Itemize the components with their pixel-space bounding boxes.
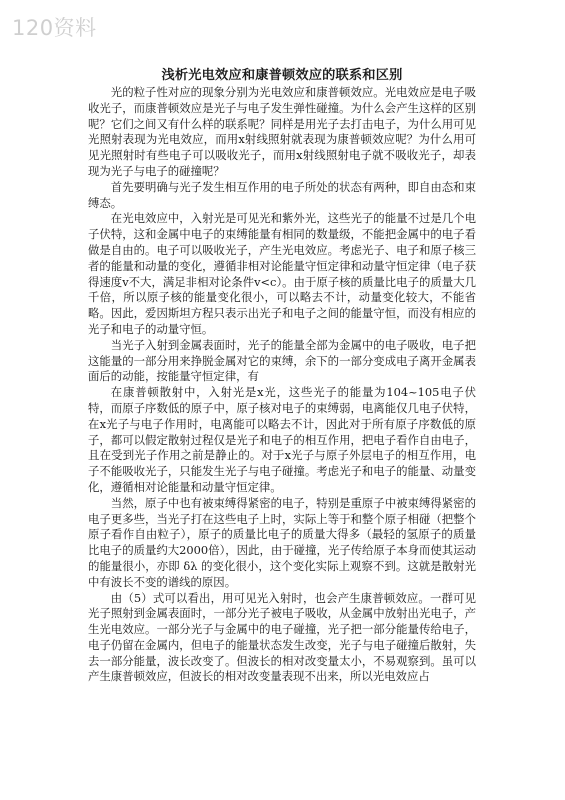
document-title: 浅析光电效应和康普顿效应的联系和区别 xyxy=(161,68,403,83)
document-page xyxy=(88,68,476,685)
paragraph: 由（5）式可以看出，用可见光入射时，也会产生康普顿效应。一群可见光子照射到金属表面时，一部分光子被电子吸收，从金属中放射出光电子，产生光电效应。一部分光子与金属中的电子碰撞，光子把一部分能量传给电子，电子仍留在金属内，但电子的能量状态发生改变，光子与电子碰撞后散射，失去一部分能量，波长改变了。但波长的相对改变量太小，不易观察到。虽可以产生康普顿效应，但波长的相对改变量表现不出来，所以光电效应占 xyxy=(88,590,476,684)
paragraph: 在光电效应中，入射光是可见光和紫外光，这些光子的能量不过是几个电子伏特，这和金属中电子的束缚能量有相同的数量级，不能把金属中的电子看做是自由的。电子可以吸收光子，产生光电效应。考虑光子、电子和原子核三者的能量和动量的变化，遵循非相对论能量守恒定律和动量守恒定律（电子获得速度v不大，满足非相对论条件v<c）。由于原子核的质量比电子的质量大几千倍，所以原子核的能量变化很小，可以略去不计，动量变化较大，不能省略。因此，爱因斯坦方程只表示出光子和电子之间的能量守恒，而没有相应的光子和电子的动量守恒。 xyxy=(88,211,476,336)
paragraph: 当光子入射到金属表面时，光子的能量全部为金属中的电子吸收，电子把这能量的一部分用来挣脱金属对它的束缚，余下的一部分变成电子离开金属表面后的动能，按能量守恒定律，有 xyxy=(88,337,476,384)
paragraph: 首先要明确与光子发生相互作用的电子所处的状态有两种，即自由态和束缚态。 xyxy=(88,179,476,210)
paragraph: 当然，原子中也有被束缚得紧密的电子，特别是重原子中被束缚得紧密的电子更多些，当光子打在这些电子上时，实际上等于和整个原子相碰（把整个原子看作自由粒子），原子的质量比电子的质量大得多（最轻的氢原子的质量比电子的质量约大2000倍），因此，由于碰撞，光子传给原子本身而使其运动的能量很小，亦即 δλ 的变化很小，这个变化实际上观察不到。这就是散射光中有波长不变的谱线的原因。 xyxy=(88,495,476,589)
watermark-logo: 120资料 xyxy=(12,16,97,40)
paragraph: 在康普顿散射中，入射光是x光，这些光子的能量为104~105电子伏特，而原子序数低的原子中，原子核对电子的束缚弱，电离能仅几电子伏特，在x光子与电子作用时，电离能可以略去不计，因此对于所有原子序数低的原子，都可以假定散射过程仅是光子和电子的相互作用，把电子看作自由电子，且在受到光子作用之前是静止的。对于x光子与原子外层电子的相互作用，电子不能吸收光子，只能发生光子与电子碰撞。考虑光子和电子的能量、动量变化，遵循相对论能量和动量守恒定律。 xyxy=(88,385,476,494)
paragraph: 光的粒子性对应的现象分别为光电效应和康普顿效应。光电效应是电子吸收光子，而康普顿效应是光子与电子发生弹性碰撞。为什么会产生这样的区别呢？它们之间又有什么样的联系呢？同样是用光子去打击电子，为什么用可见光照射表现为光电效应，而用x射线照射就表现为康普顿效应呢？为什么用可见光照射时有些电子可以吸收光子，而用x射线照射电子就不吸收光子，却表现为光子与电子的碰撞呢？ xyxy=(88,85,476,178)
